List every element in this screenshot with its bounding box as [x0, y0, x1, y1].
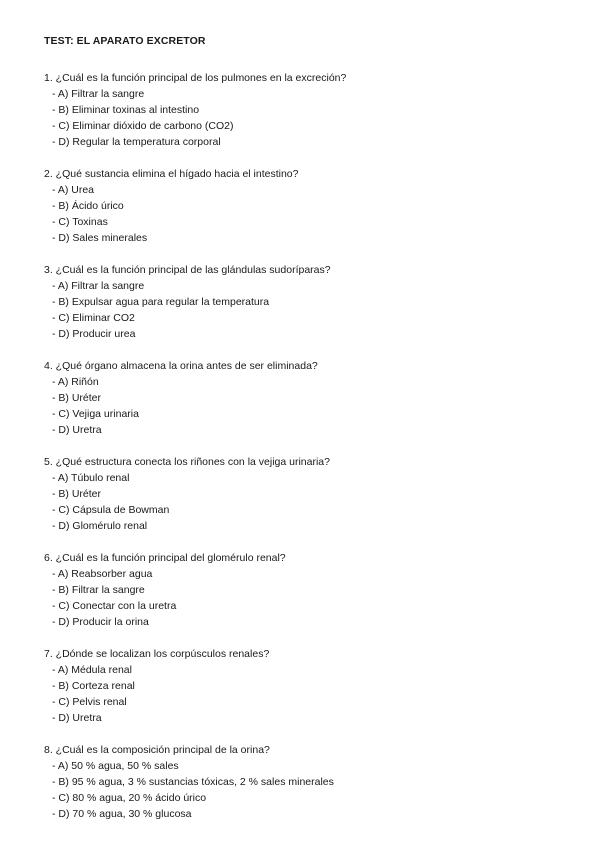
option-b: - B) Expulsar agua para regular la temperatura — [52, 296, 270, 308]
option-a: - A) Filtrar la sangre — [52, 88, 145, 100]
option-b: - B) Corteza renal — [52, 680, 135, 692]
option-b: - B) 95 % agua, 3 % sustancias tóxicas, 2 % sales minerales — [52, 776, 334, 788]
question-3 — [44, 262, 574, 342]
option-d: - D) Producir la orina — [52, 616, 149, 628]
option-a: - A) Urea — [52, 184, 95, 196]
question-4 — [44, 358, 574, 438]
option-b: - B) Uréter — [52, 392, 102, 404]
option-d: - D) Regular la temperatura corporal — [52, 136, 221, 148]
question-text: 8. ¿Cuál es la composición principal de la orina? — [44, 744, 270, 756]
option-c: - C) Eliminar dióxido de carbono (CO2) — [52, 120, 234, 132]
question-text: 2. ¿Qué sustancia elimina el hígado hacia el intestino? — [44, 168, 299, 180]
question-text: 4. ¿Qué órgano almacena la orina antes de ser eliminada? — [44, 360, 318, 372]
option-d: - D) Uretra — [52, 712, 102, 724]
option-a: - A) Riñón — [52, 376, 99, 388]
page-title: TEST: EL APARATO EXCRETOR — [44, 35, 206, 47]
option-c: - C) Eliminar CO2 — [52, 312, 135, 324]
option-d: - D) Glomérulo renal — [52, 520, 148, 532]
question-1 — [44, 70, 574, 150]
option-a: - A) Médula renal — [52, 664, 132, 676]
option-d: - D) Sales minerales — [52, 232, 148, 244]
question-text: 3. ¿Cuál es la función principal de las glándulas sudoríparas? — [44, 264, 331, 276]
option-c: - C) Pelvis renal — [52, 696, 127, 708]
question-text: 5. ¿Qué estructura conecta los riñones con la vejiga urinaria? — [44, 456, 330, 468]
question-7 — [44, 646, 574, 726]
option-c: - C) Conectar con la uretra — [52, 600, 177, 612]
option-b: - B) Eliminar toxinas al intestino — [52, 104, 200, 116]
option-c: - C) Vejiga urinaria — [52, 408, 139, 420]
option-a: - A) Filtrar la sangre — [52, 280, 145, 292]
option-a: - A) Túbulo renal — [52, 472, 130, 484]
option-b: - B) Uréter — [52, 488, 102, 500]
question-5 — [44, 454, 574, 534]
question-6 — [44, 550, 574, 630]
option-d: - D) 70 % agua, 30 % glucosa — [52, 808, 192, 820]
option-c: - C) Toxinas — [52, 216, 108, 228]
option-d: - D) Uretra — [52, 424, 102, 436]
question-2 — [44, 166, 574, 246]
option-c: - C) Cápsula de Bowman — [52, 504, 170, 516]
question-8 — [44, 742, 574, 822]
option-b: - B) Ácido úrico — [52, 200, 124, 212]
question-text: 7. ¿Dónde se localizan los corpúsculos renales? — [44, 648, 270, 660]
option-d: - D) Producir urea — [52, 328, 136, 340]
question-text: 6. ¿Cuál es la función principal del glomérulo renal? — [44, 552, 286, 564]
option-b: - B) Filtrar la sangre — [52, 584, 145, 596]
option-a: - A) Reabsorber agua — [52, 568, 153, 580]
document-page — [44, 34, 574, 838]
option-c: - C) 80 % agua, 20 % ácido úrico — [52, 792, 207, 804]
question-text: 1. ¿Cuál es la función principal de los pulmones en la excreción? — [44, 72, 347, 84]
option-a: - A) 50 % agua, 50 % sales — [52, 760, 179, 772]
